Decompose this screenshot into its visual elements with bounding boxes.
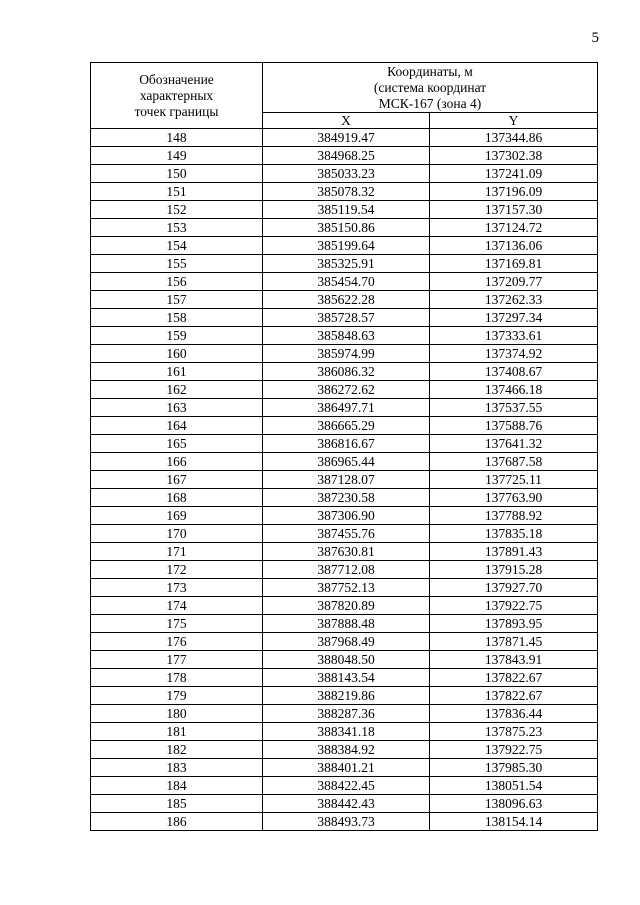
y-coordinate-cell: 137241.09 bbox=[430, 165, 598, 183]
table-row bbox=[91, 777, 598, 795]
table-row bbox=[91, 399, 598, 417]
point-number-cell: 160 bbox=[91, 345, 263, 363]
x-coordinate-cell: 387820.89 bbox=[263, 597, 430, 615]
point-number-cell: 186 bbox=[91, 813, 263, 831]
table-row bbox=[91, 291, 598, 309]
point-number-cell: 158 bbox=[91, 309, 263, 327]
x-coordinate-cell: 385078.32 bbox=[263, 183, 430, 201]
x-coordinate-cell: 387752.13 bbox=[263, 579, 430, 597]
table-row bbox=[91, 759, 598, 777]
table-row bbox=[91, 201, 598, 219]
table-row bbox=[91, 687, 598, 705]
point-number-cell: 165 bbox=[91, 435, 263, 453]
x-coordinate-cell: 386965.44 bbox=[263, 453, 430, 471]
x-coordinate-cell: 387888.48 bbox=[263, 615, 430, 633]
x-coordinate-cell: 385199.64 bbox=[263, 237, 430, 255]
x-coordinate-cell: 385033.23 bbox=[263, 165, 430, 183]
point-number-cell: 179 bbox=[91, 687, 263, 705]
x-coordinate-cell: 387968.49 bbox=[263, 633, 430, 651]
point-number-cell: 149 bbox=[91, 147, 263, 165]
point-number-cell: 178 bbox=[91, 669, 263, 687]
y-coordinate-cell: 137687.58 bbox=[430, 453, 598, 471]
x-coordinate-cell: 386272.62 bbox=[263, 381, 430, 399]
x-coordinate-cell: 388493.73 bbox=[263, 813, 430, 831]
point-number-cell: 162 bbox=[91, 381, 263, 399]
table-row bbox=[91, 579, 598, 597]
table-row bbox=[91, 219, 598, 237]
table-row bbox=[91, 273, 598, 291]
x-coordinate-cell: 386086.32 bbox=[263, 363, 430, 381]
table-row bbox=[91, 723, 598, 741]
table-row bbox=[91, 471, 598, 489]
x-coordinate-cell: 385974.99 bbox=[263, 345, 430, 363]
table-row bbox=[91, 165, 598, 183]
page-number: 5 bbox=[591, 30, 599, 46]
x-coordinate-cell: 388422.45 bbox=[263, 777, 430, 795]
y-coordinate-cell: 138096.63 bbox=[430, 795, 598, 813]
table-row bbox=[91, 453, 598, 471]
y-coordinate-cell: 137788.92 bbox=[430, 507, 598, 525]
table-row bbox=[91, 345, 598, 363]
y-coordinate-cell: 137157.30 bbox=[430, 201, 598, 219]
y-coordinate-cell: 137169.81 bbox=[430, 255, 598, 273]
table-row bbox=[91, 129, 598, 147]
x-coordinate-cell: 384919.47 bbox=[263, 129, 430, 147]
x-coordinate-cell: 388219.86 bbox=[263, 687, 430, 705]
table-row bbox=[91, 813, 598, 831]
table-row bbox=[91, 327, 598, 345]
x-column-header: X bbox=[263, 113, 430, 129]
x-coordinate-cell: 388442.43 bbox=[263, 795, 430, 813]
table-row bbox=[91, 543, 598, 561]
coordinates-table bbox=[90, 62, 598, 831]
y-coordinate-cell: 137374.92 bbox=[430, 345, 598, 363]
x-coordinate-cell: 385848.63 bbox=[263, 327, 430, 345]
x-coordinate-cell: 387712.08 bbox=[263, 561, 430, 579]
table-row bbox=[91, 669, 598, 687]
point-number-cell: 159 bbox=[91, 327, 263, 345]
table-row bbox=[91, 435, 598, 453]
y-coordinate-cell: 137891.43 bbox=[430, 543, 598, 561]
x-coordinate-cell: 387630.81 bbox=[263, 543, 430, 561]
y-coordinate-cell: 137136.06 bbox=[430, 237, 598, 255]
point-number-cell: 174 bbox=[91, 597, 263, 615]
point-number-cell: 177 bbox=[91, 651, 263, 669]
y-coordinate-cell: 138051.54 bbox=[430, 777, 598, 795]
y-coordinate-cell: 137763.90 bbox=[430, 489, 598, 507]
point-number-cell: 185 bbox=[91, 795, 263, 813]
y-coordinate-cell: 137922.75 bbox=[430, 597, 598, 615]
y-coordinate-cell: 137641.32 bbox=[430, 435, 598, 453]
point-number-cell: 169 bbox=[91, 507, 263, 525]
table-row bbox=[91, 597, 598, 615]
y-column-header: Y bbox=[430, 113, 598, 129]
y-coordinate-cell: 137871.45 bbox=[430, 633, 598, 651]
point-number-cell: 173 bbox=[91, 579, 263, 597]
point-number-cell: 154 bbox=[91, 237, 263, 255]
point-number-cell: 156 bbox=[91, 273, 263, 291]
x-coordinate-cell: 385454.70 bbox=[263, 273, 430, 291]
point-number-cell: 171 bbox=[91, 543, 263, 561]
point-number-cell: 164 bbox=[91, 417, 263, 435]
x-coordinate-cell: 385119.54 bbox=[263, 201, 430, 219]
point-number-cell: 166 bbox=[91, 453, 263, 471]
y-coordinate-cell: 137893.95 bbox=[430, 615, 598, 633]
table-row bbox=[91, 309, 598, 327]
y-coordinate-cell: 137822.67 bbox=[430, 687, 598, 705]
point-number-cell: 182 bbox=[91, 741, 263, 759]
y-coordinate-cell: 137822.67 bbox=[430, 669, 598, 687]
point-number-cell: 155 bbox=[91, 255, 263, 273]
x-coordinate-cell: 386497.71 bbox=[263, 399, 430, 417]
y-coordinate-cell: 137875.23 bbox=[430, 723, 598, 741]
y-coordinate-cell: 137725.11 bbox=[430, 471, 598, 489]
y-coordinate-cell: 137408.67 bbox=[430, 363, 598, 381]
point-designation-line-2: характерных bbox=[139, 87, 214, 103]
y-coordinate-cell: 137209.77 bbox=[430, 273, 598, 291]
y-coordinate-cell: 137344.86 bbox=[430, 129, 598, 147]
coordinates-header-line-1: Координаты, м bbox=[387, 64, 473, 79]
y-coordinate-cell: 137835.18 bbox=[430, 525, 598, 543]
point-number-cell: 150 bbox=[91, 165, 263, 183]
table-header bbox=[91, 63, 598, 129]
y-coordinate-cell: 138154.14 bbox=[430, 813, 598, 831]
point-number-cell: 148 bbox=[91, 129, 263, 147]
point-designation-header bbox=[91, 63, 263, 129]
table-row bbox=[91, 147, 598, 165]
point-number-cell: 183 bbox=[91, 759, 263, 777]
y-coordinate-cell: 137588.76 bbox=[430, 417, 598, 435]
y-coordinate-cell: 137985.30 bbox=[430, 759, 598, 777]
point-number-cell: 175 bbox=[91, 615, 263, 633]
coordinates-header-line-2: (система координат bbox=[373, 80, 487, 95]
point-number-cell: 152 bbox=[91, 201, 263, 219]
point-number-cell: 168 bbox=[91, 489, 263, 507]
table-row bbox=[91, 183, 598, 201]
point-number-cell: 172 bbox=[91, 561, 263, 579]
table-row bbox=[91, 615, 598, 633]
x-coordinate-cell: 385150.86 bbox=[263, 219, 430, 237]
table-row bbox=[91, 795, 598, 813]
coordinates-header-line-3: МСК-167 (зона 4) bbox=[378, 96, 482, 111]
table-row bbox=[91, 507, 598, 525]
y-coordinate-cell: 137124.72 bbox=[430, 219, 598, 237]
table-row bbox=[91, 417, 598, 435]
point-number-cell: 176 bbox=[91, 633, 263, 651]
x-coordinate-cell: 388143.54 bbox=[263, 669, 430, 687]
x-coordinate-cell: 388287.36 bbox=[263, 705, 430, 723]
point-number-cell: 170 bbox=[91, 525, 263, 543]
y-coordinate-cell: 137843.91 bbox=[430, 651, 598, 669]
x-coordinate-cell: 388048.50 bbox=[263, 651, 430, 669]
x-coordinate-cell: 388341.18 bbox=[263, 723, 430, 741]
x-coordinate-cell: 387306.90 bbox=[263, 507, 430, 525]
table-row bbox=[91, 237, 598, 255]
point-designation-line-1: Обозначение bbox=[139, 71, 214, 87]
x-coordinate-cell: 386816.67 bbox=[263, 435, 430, 453]
y-coordinate-cell: 137302.38 bbox=[430, 147, 598, 165]
point-number-cell: 151 bbox=[91, 183, 263, 201]
table-row bbox=[91, 381, 598, 399]
point-number-cell: 153 bbox=[91, 219, 263, 237]
x-coordinate-cell: 386665.29 bbox=[263, 417, 430, 435]
y-coordinate-cell: 137836.44 bbox=[430, 705, 598, 723]
table-row bbox=[91, 651, 598, 669]
y-coordinate-cell: 137927.70 bbox=[430, 579, 598, 597]
y-coordinate-cell: 137333.61 bbox=[430, 327, 598, 345]
point-number-cell: 161 bbox=[91, 363, 263, 381]
y-coordinate-cell: 137466.18 bbox=[430, 381, 598, 399]
x-coordinate-cell: 388401.21 bbox=[263, 759, 430, 777]
point-number-cell: 181 bbox=[91, 723, 263, 741]
y-coordinate-cell: 137196.09 bbox=[430, 183, 598, 201]
y-coordinate-cell: 137297.34 bbox=[430, 309, 598, 327]
point-number-cell: 163 bbox=[91, 399, 263, 417]
x-coordinate-cell: 388384.92 bbox=[263, 741, 430, 759]
y-coordinate-cell: 137537.55 bbox=[430, 399, 598, 417]
point-number-cell: 184 bbox=[91, 777, 263, 795]
x-coordinate-cell: 387230.58 bbox=[263, 489, 430, 507]
x-coordinate-cell: 387128.07 bbox=[263, 471, 430, 489]
table-row bbox=[91, 705, 598, 723]
x-coordinate-cell: 385728.57 bbox=[263, 309, 430, 327]
point-number-cell: 157 bbox=[91, 291, 263, 309]
table-row bbox=[91, 633, 598, 651]
x-coordinate-cell: 385622.28 bbox=[263, 291, 430, 309]
table-row bbox=[91, 741, 598, 759]
table-row bbox=[91, 561, 598, 579]
table-row bbox=[91, 525, 598, 543]
point-number-cell: 180 bbox=[91, 705, 263, 723]
y-coordinate-cell: 137922.75 bbox=[430, 741, 598, 759]
point-number-cell: 167 bbox=[91, 471, 263, 489]
point-designation-line-3: точек границы bbox=[134, 103, 219, 119]
x-coordinate-cell: 387455.76 bbox=[263, 525, 430, 543]
table-body bbox=[91, 129, 598, 831]
table-row bbox=[91, 255, 598, 273]
y-coordinate-cell: 137262.33 bbox=[430, 291, 598, 309]
table-row bbox=[91, 363, 598, 381]
x-coordinate-cell: 385325.91 bbox=[263, 255, 430, 273]
x-coordinate-cell: 384968.25 bbox=[263, 147, 430, 165]
y-coordinate-cell: 137915.28 bbox=[430, 561, 598, 579]
coordinates-header bbox=[263, 63, 598, 113]
table-row bbox=[91, 489, 598, 507]
